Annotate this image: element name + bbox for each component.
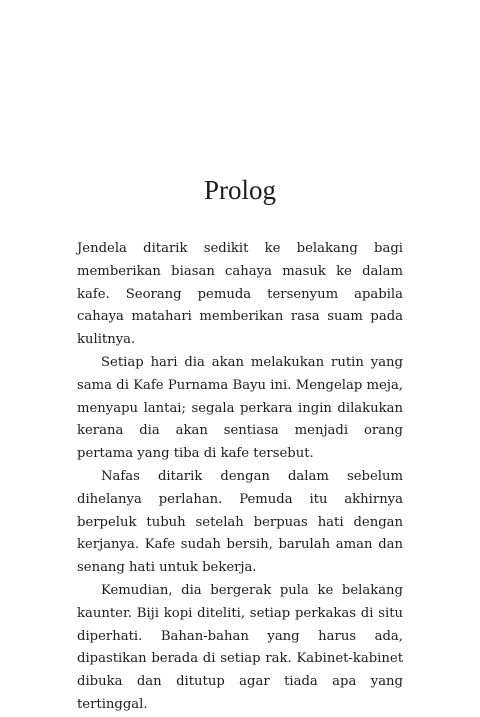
chapter-body: [77, 238, 403, 717]
chapter-title: Prolog: [203, 175, 276, 205]
paragraph-4: Kemudian, dia bergerak pula ke belakang kaunter. Biji kopi diteliti, setiap perkakas di situ diperhati. Bahan-bahan yang harus ada, dipastikan berada di setiap rak. Kabinet-kabinet dibuka dan ditutup agar tiada apa yang tertinggal.: [77, 582, 403, 712]
paragraph-1: Jendela ditarik sedikit ke belakang bagi memberikan biasan cahaya masuk ke dalam kafe. Seorang pemuda tersenyum apabila cahaya matahari memberikan rasa suam pada kulitnya.: [77, 241, 403, 348]
paragraph-3: Nafas ditarik dengan dalam sebelum dihelanya perlahan. Pemuda itu akhirnya berpeluk tubuh setelah berpuas hati dengan kerjanya. Kafe sudah bersih, barulah aman dan senang hati untuk bekerja.: [77, 468, 403, 576]
paragraph-2: Setiap hari dia akan melakukan rutin yang sama di Kafe Purnama Bayu ini. Mengelap meja, menyapu lantai; segala perkara ingin dilakukan kerana dia akan sentiasa menjadi orang pertama yang tiba di kafe tersebut.: [77, 354, 403, 462]
